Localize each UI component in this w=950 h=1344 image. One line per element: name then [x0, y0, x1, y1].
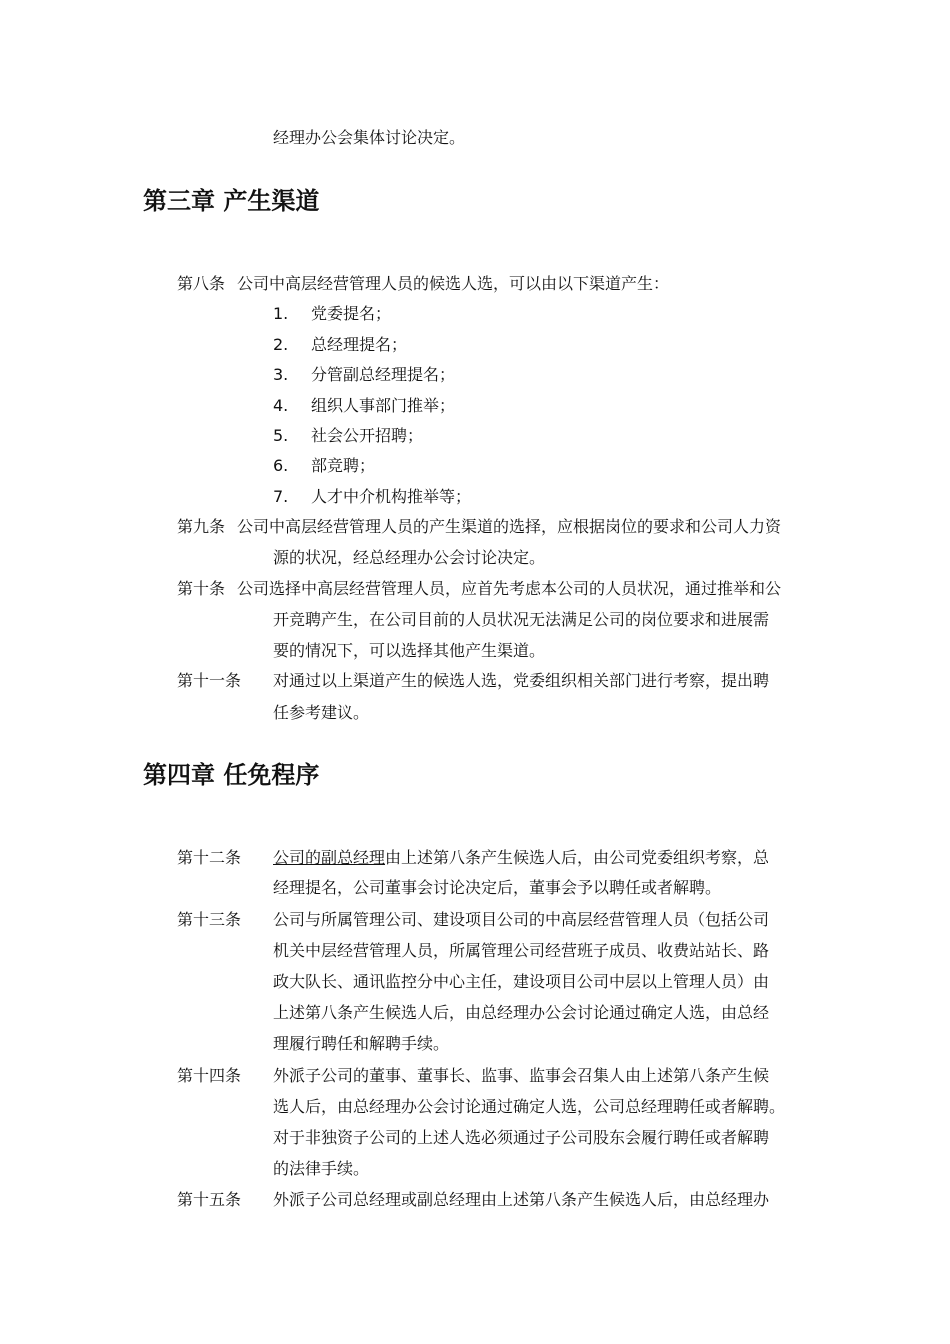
- intro-line: 经理办公会集体讨论决定。: [273, 128, 466, 147]
- article-12-label: 第十二条: [177, 848, 242, 867]
- article-10-line: 开竞聘产生，在公司目前的人员状况无法满足公司的岗位要求和进展需: [273, 610, 770, 629]
- article-11-label: 第十一条: [177, 671, 242, 690]
- article-9-label: 第九条: [177, 517, 226, 536]
- article-14-line: 的法律手续。: [273, 1159, 370, 1178]
- list-item-number: 4.: [273, 396, 289, 415]
- article-13-line: 理履行聘任和解聘手续。: [273, 1034, 450, 1053]
- article-12-line: 经理提名，公司董事会讨论决定后，董事会予以聘任或者解聘。: [273, 878, 722, 897]
- article-14-line: 外派子公司的董事、董事长、监事、监事会召集人由上述第八条产生候: [273, 1066, 770, 1085]
- article-9-line: 公司中高层经营管理人员的产生渠道的选择，应根据岗位的要求和公司人力资: [237, 517, 782, 536]
- article-14-line: 对于非独资子公司的上述人选必须通过子公司股东会履行聘任或者解聘: [273, 1128, 770, 1147]
- article-11-line: 对通过以上渠道产生的候选人选，党委组织相关部门进行考察，提出聘: [273, 671, 770, 690]
- underlined-term: 公司的副总经理: [273, 848, 386, 867]
- list-item-text: 组织人事部门推举；: [311, 396, 456, 415]
- list-item-text: 人才中介机构推举等；: [311, 487, 472, 506]
- article-12-line-rest: 由上述第八条产生候选人后，由公司党委组织考察，总: [385, 848, 770, 867]
- article-8-text: 公司中高层经营管理人员的候选人选，可以由以下渠道产生：: [237, 274, 670, 293]
- article-11-line: 任参考建议。: [273, 703, 370, 722]
- list-item-number: 5.: [273, 426, 289, 445]
- list-item-text: 分管副总经理提名；: [311, 365, 456, 384]
- article-10-label: 第十条: [177, 579, 226, 598]
- list-item-text: 部竞聘；: [311, 456, 376, 475]
- article-13-label: 第十三条: [177, 910, 242, 929]
- article-10-line: 要的情况下，可以选择其他产生渠道。: [273, 641, 546, 660]
- list-item-number: 3.: [273, 365, 289, 384]
- article-13-line: 政大队长、通讯监控分中心主任，建设项目公司中层以上管理人员）由: [273, 972, 770, 991]
- article-10-line: 公司选择中高层经营管理人员，应首先考虑本公司的人员状况，通过推举和公: [237, 579, 782, 598]
- list-item-number: 1.: [273, 304, 289, 323]
- list-item-text: 社会公开招聘；: [311, 426, 424, 445]
- chapter-3-heading: 第三章 产生渠道: [143, 187, 320, 215]
- article-12-line: [273, 848, 769, 868]
- list-item-number: 2.: [273, 335, 289, 354]
- list-item-text: 总经理提名；: [311, 335, 408, 354]
- article-14-line: 选人后，由总经理办公会讨论通过确定人选，公司总经理聘任或者解聘。: [273, 1097, 786, 1116]
- chapter-4-heading: 第四章 任免程序: [143, 761, 320, 789]
- article-8-label: 第八条: [177, 274, 226, 293]
- article-15-label: 第十五条: [177, 1190, 242, 1209]
- list-item-number: 7.: [273, 487, 289, 506]
- list-item-text: 党委提名；: [311, 304, 392, 323]
- article-9-line: 源的状况，经总经理办公会讨论决定。: [273, 548, 546, 567]
- article-15-line: 外派子公司总经理或副总经理由上述第八条产生候选人后，由总经理办: [273, 1190, 770, 1209]
- article-14-label: 第十四条: [177, 1066, 242, 1085]
- list-item-number: 6.: [273, 456, 289, 475]
- article-13-line: 机关中层经营管理人员，所属管理公司经营班子成员、收费站站长、路: [273, 941, 770, 960]
- article-13-line: 上述第八条产生候选人后，由总经理办公会讨论通过确定人选，由总经: [273, 1003, 770, 1022]
- article-13-line: 公司与所属管理公司、建设项目公司的中高层经营管理人员（包括公司: [273, 910, 770, 929]
